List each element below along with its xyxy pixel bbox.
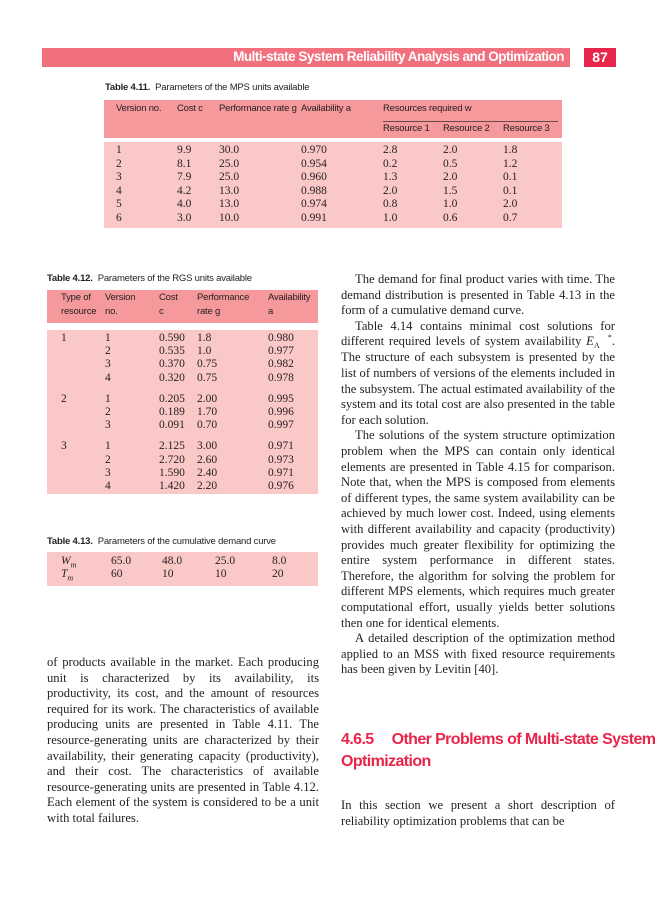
table-cell: 0.954 (301, 157, 327, 170)
table-4-13-caption (47, 536, 276, 547)
table-cell: 3 (105, 466, 111, 479)
table-cell: 0.370 (159, 358, 185, 371)
table-4-12-header (47, 290, 318, 323)
paragraph: of products available in the market. Each producing unit is characterized by its availability, its productivity, its cost, and the amount of resources required for its work. The characteristics of available producing units are presented in Table 4.11. The resource-generating units are characterized by their availability, their generating capacity (productivity), and their cost. The characteristics of available resource-generating units are presented in Table 4.12. Each element of the system is considered to be a unit with total failures. (47, 655, 319, 825)
column-header: a (268, 306, 274, 317)
table-4-11-caption (105, 82, 309, 93)
table-cell: 5 (116, 198, 122, 210)
table-cell: 2.20 (197, 480, 218, 492)
table-cell: 2.0 (443, 144, 458, 156)
table-cell: 10.0 (219, 211, 240, 224)
table-cell: 0.980 (268, 332, 294, 344)
table-cell: 4 (105, 480, 111, 492)
table-cell: 2.60 (197, 453, 218, 466)
table-cell: 48.0 (162, 555, 183, 567)
left-column-text (47, 655, 319, 827)
column-header: c (159, 306, 164, 317)
table-cell: 2.8 (383, 144, 398, 156)
table-cell: 3 (105, 358, 111, 371)
column-header: Cost (159, 292, 178, 303)
table-cell: 0.974 (301, 198, 327, 210)
table-cell: 2.125 (159, 440, 185, 453)
table-label: Table 4.12. (47, 273, 93, 284)
table-cell: 4.0 (177, 198, 192, 210)
table-4-12-body (47, 330, 318, 494)
page-number: 87 (584, 48, 616, 67)
table-cell: 1.590 (159, 466, 185, 479)
table-cell: 2 (105, 345, 111, 358)
table-cell: 0.75 (197, 358, 218, 371)
table-cell: 0.205 (159, 392, 185, 405)
table-cell: 25.0 (219, 157, 240, 170)
table-cell: 0.2 (383, 157, 398, 170)
table-cell: 3 (116, 171, 122, 183)
table-cell: 0.320 (159, 371, 185, 384)
paragraph: The demand for final product varies with time. The demand distribution is presented in Table 4.13 in the form of a cumulative demand curve. (341, 272, 615, 318)
table-cell: 0.189 (159, 406, 185, 418)
table-cell: 13.0 (219, 198, 240, 210)
column-header: no. (105, 306, 118, 317)
table-4-11-body (104, 142, 562, 228)
table-cell: 65.0 (111, 555, 132, 567)
table-cell: 0.535 (159, 345, 185, 358)
table-cell: 4 (116, 184, 122, 197)
table-cell: 1.3 (383, 171, 398, 183)
table-cell: 0.590 (159, 332, 185, 344)
column-header: rate g (197, 306, 221, 317)
running-title: Multi-state System Reliability Analysis and Optimization (233, 49, 564, 64)
resource-type-cell: 1 (61, 332, 67, 344)
table-cell: 0.70 (197, 419, 218, 432)
table-4-13-body (47, 552, 318, 586)
table-cell: 4 (105, 371, 111, 384)
table-cell: 0.971 (268, 466, 294, 479)
table-cell: 0.973 (268, 453, 294, 466)
table-cell: 0.7 (503, 211, 518, 224)
table-cell: 0.978 (268, 371, 294, 384)
running-header-bar (42, 48, 570, 67)
table-cell: 0.976 (268, 480, 294, 492)
table-cell: 8.0 (272, 555, 287, 567)
table-caption-text: Parameters of the RGS units available (97, 273, 252, 284)
table-cell: 0.995 (268, 392, 294, 405)
table-cell: 2.0 (383, 184, 398, 197)
table-cell: 1.2 (503, 157, 518, 170)
table-cell: 60 (111, 568, 123, 580)
table-cell: 0.991 (301, 211, 327, 224)
table-cell: 4.2 (177, 184, 192, 197)
section-text (341, 798, 615, 829)
table-cell: 0.996 (268, 406, 294, 418)
table-caption-text: Parameters of the MPS units available (155, 82, 310, 93)
table-cell: 0.75 (197, 371, 218, 384)
table-cell: 2.720 (159, 453, 185, 466)
table-cell: 0.1 (503, 184, 518, 197)
column-header: Version no. (116, 103, 162, 114)
table-cell: 9.9 (177, 144, 192, 156)
paragraph: In this section we present a short description of reliability optimization problems that can be (341, 798, 615, 828)
column-subheader: Resource 3 (503, 123, 550, 134)
table-cell: 2 (105, 406, 111, 418)
row-label: $W_m$ (61, 555, 77, 570)
table-cell: 2.00 (197, 392, 218, 405)
table-cell: 0.091 (159, 419, 185, 432)
table-cell: 1.8 (503, 144, 518, 156)
column-header: Availability (268, 292, 311, 303)
table-cell: 0.970 (301, 144, 327, 156)
table-cell: 0.8 (383, 198, 398, 210)
table-cell: 1.70 (197, 406, 218, 418)
table-cell: 1 (105, 332, 111, 344)
table-cell: 2 (105, 453, 111, 466)
paragraph: The solutions of the system structure optimization problem when the MPS can contain only identical elements are presented in Table 4.15 for comparison. Note that, when the MPS is composed from elements of different types, the same system availability can be achieved by much lower cost. Indeed, using elements with different availability and capacity (productivity) provides much greater flexibility for optimizing the entire system performance in different states. Therefore, the algorithm for solving the problem for different MPS elements, which requires much greater computational effort, usually yields better solutions then one for identical elements. (341, 428, 615, 630)
table-label: Table 4.13. (47, 536, 93, 547)
table-cell: 1.0 (197, 345, 212, 358)
column-header: Performance rate g (219, 103, 297, 114)
header-rule (383, 121, 558, 122)
paragraph: A detailed description of the optimization method applied to an MSS with fixed resource requirements has been given by Levitin [40]. (341, 631, 615, 677)
table-cell: 20 (272, 568, 284, 580)
table-cell: 0.982 (268, 358, 294, 371)
right-column-text (341, 272, 615, 678)
table-label: Table 4.11. (105, 82, 151, 93)
table-cell: 8.1 (177, 157, 192, 170)
column-subheader: Resource 2 (443, 123, 490, 134)
table-cell: 10 (162, 568, 174, 580)
table-cell: 3 (105, 419, 111, 432)
table-cell: 1 (105, 392, 111, 405)
table-cell: 0.977 (268, 345, 294, 358)
table-cell: 30.0 (219, 144, 240, 156)
table-cell: 2.40 (197, 466, 218, 479)
paragraph: Table 4.14 contains minimal cost solutions for different required levels of system availability E * A . The structure of each subsystem is presented by the list of numbers of versions of the elements included in the subsystem. The actual estimated availability of the system and its total cost are also presented in the table for each solution. (341, 318, 615, 427)
column-header: Performance (197, 292, 250, 303)
resource-type-cell: 3 (61, 440, 67, 453)
table-cell: 1.0 (443, 198, 458, 210)
column-header: resource (61, 306, 97, 317)
table-cell: 6 (116, 211, 122, 224)
table-cell: 0.6 (443, 211, 458, 224)
table-cell: 7.9 (177, 171, 192, 183)
table-cell: 13.0 (219, 184, 240, 197)
table-cell: 0.988 (301, 184, 327, 197)
table-cell: 0.5 (443, 157, 458, 170)
table-cell: 2 (116, 157, 122, 170)
table-cell: 2.0 (503, 198, 518, 210)
table-cell: 0.997 (268, 419, 294, 432)
table-cell: 0.971 (268, 440, 294, 453)
row-label: $T_m$ (61, 568, 74, 583)
table-cell: 1.420 (159, 480, 185, 492)
table-cell: 1.8 (197, 332, 212, 344)
section-heading (341, 729, 662, 773)
table-4-12-caption (47, 273, 252, 284)
column-header: Type of (61, 292, 91, 303)
table-cell: 2.0 (443, 171, 458, 183)
section-title: Other Problems of Multi-state System Optimization (341, 731, 656, 770)
table-cell: 1 (116, 144, 122, 156)
table-cell: 3.00 (197, 440, 218, 453)
column-header: Resources required w (383, 103, 472, 114)
table-cell: 1.5 (443, 184, 458, 197)
table-cell: 1 (105, 440, 111, 453)
column-subheader: Resource 1 (383, 123, 430, 134)
table-cell: 1.0 (383, 211, 398, 224)
table-cell: 0.960 (301, 171, 327, 183)
section-number: 4.6.5 (341, 731, 374, 748)
resource-type-cell: 2 (61, 392, 67, 405)
table-4-11-header (104, 100, 562, 138)
column-header: Cost c (177, 103, 203, 114)
table-cell: 0.1 (503, 171, 518, 183)
column-header: Version (105, 292, 136, 303)
table-caption-text: Parameters of the cumulative demand curve (97, 536, 276, 547)
table-cell: 10 (215, 568, 227, 580)
column-header: Availability a (301, 103, 351, 114)
table-cell: 3.0 (177, 211, 192, 224)
table-cell: 25.0 (219, 171, 240, 183)
table-cell: 25.0 (215, 555, 236, 567)
